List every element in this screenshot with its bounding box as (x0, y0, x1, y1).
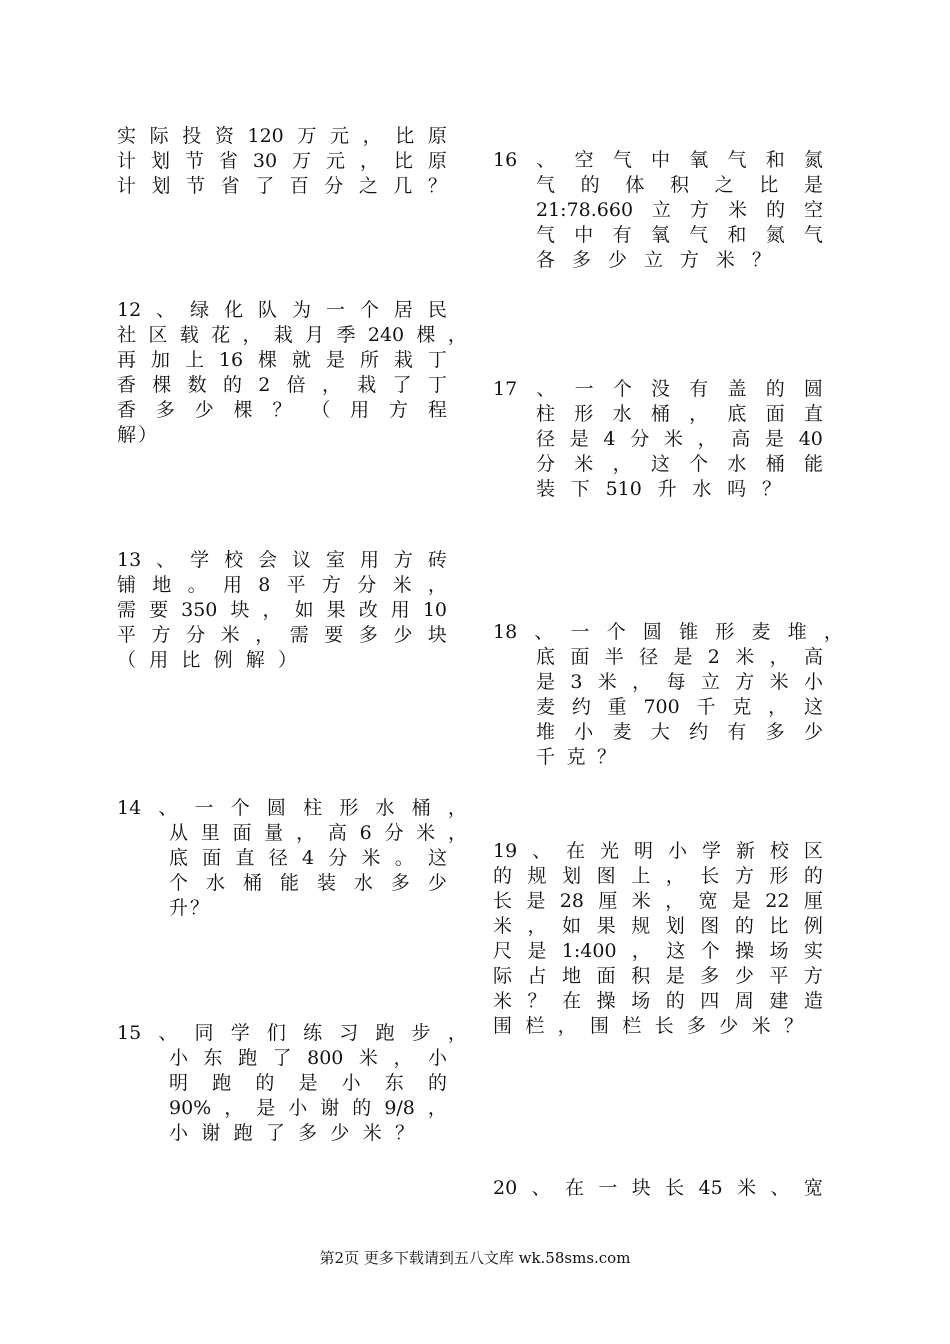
question-line: 径 是 4 分 米 ， 高 是 40 (536, 428, 823, 450)
question-line: 19 、 在 光 明 小 学 新 校 区 (493, 840, 823, 862)
question-line: 17 、 一 个 没 有 盖 的 圆 (493, 378, 823, 400)
question-line: 再 加 上 16 棵 就 是 所 栽 丁 (117, 349, 447, 371)
question-11 (117, 124, 447, 199)
question-line: 底 面 半 径 是 2 米 ， 高 (536, 646, 823, 668)
question-line: 计 划 节 省 了 百 分 之 几 ？ (117, 175, 447, 197)
question-line: 平 方 分 米 ， 需 要 多 少 块 (117, 624, 447, 646)
question-15 (117, 1021, 467, 1146)
question-line: 16 、 空 气 中 氧 气 和 氮 (493, 149, 823, 171)
question-13 (117, 548, 447, 673)
question-18 (493, 620, 843, 770)
question-line: 需 要 350 块 ， 如 果 改 用 10 (117, 599, 447, 621)
left-column (117, 0, 467, 1200)
question-line: 20 、 在 一 块 长 45 米 、 宽 (493, 1177, 823, 1199)
right-column (493, 0, 843, 1230)
question-20 (493, 1176, 823, 1201)
question-line: 小 东 跑 了 800 米 ， 小 (169, 1047, 447, 1069)
question-line: 分 米 ， 这 个 水 桶 能 (536, 453, 823, 475)
question-line: 千 克 ？ (536, 746, 616, 768)
question-line: 14 、 一 个 圆 柱 形 水 桶 ， (117, 797, 467, 819)
question-line: 13 、 学 校 会 议 室 用 方 砖 (117, 549, 447, 571)
question-line: 堆 小 麦 大 约 有 多 少 (536, 721, 823, 743)
question-line: 米 ？ 在 操 场 的 四 周 建 造 (493, 990, 823, 1012)
page-footer: 第2页 更多下载请到五八文库 wk.58sms.com (319, 1249, 631, 1267)
question-line: 柱 形 水 桶 ， 底 面 直 (536, 403, 823, 425)
question-line: 气 的 体 积 之 比 是 (536, 174, 823, 196)
question-line: 气 中 有 氧 气 和 氮 气 (536, 224, 823, 246)
question-line: 的 规 划 图 上 ， 长 方 形 的 (493, 865, 823, 887)
question-12 (117, 298, 467, 448)
question-line: 铺 地 。 用 8 平 方 分 米 ， (117, 574, 447, 596)
question-line: 升 ？ (169, 897, 209, 919)
question-16 (493, 148, 823, 273)
question-line: 米 ， 如 果 规 划 图 的 比 例 (493, 915, 823, 937)
question-line: 解 ） (117, 424, 157, 446)
question-line: 各 多 少 立 方 米 ？ (536, 249, 771, 271)
question-line: 明 跑 的 是 小 东 的 (169, 1072, 447, 1094)
question-line: 90% ， 是 小 谢 的 9/8 ， (169, 1097, 447, 1119)
question-line: 18 、 一 个 圆 锥 形 麦 堆 ， (493, 621, 843, 643)
question-line: 是 3 米 ， 每 立 方 米 小 (536, 671, 823, 693)
question-line: 围 栏 ， 围 栏 长 多 少 米 ？ (493, 1015, 803, 1037)
question-line: 麦 约 重 700 千 克 ， 这 (536, 696, 823, 718)
question-line: 际 占 地 面 积 是 多 少 平 方 (493, 965, 823, 987)
question-19 (493, 839, 823, 1039)
question-17 (493, 377, 823, 502)
question-line: 计 划 节 省 30 万 元 ， 比 原 (117, 150, 447, 172)
question-line: 15 、 同 学 们 练 习 跑 步 ， (117, 1022, 467, 1044)
question-line: 21:78.660 立 方 米 的 空 (536, 199, 823, 221)
question-line: 社 区 载 花 ， 栽 月 季 240 棵 ， (117, 324, 467, 346)
question-line: 实 际 投 资 120 万 元 ， 比 原 (117, 125, 447, 147)
question-line: 小 谢 跑 了 多 少 米 ？ (169, 1122, 414, 1144)
question-line: 香 多 少 棵 ？ （ 用 方 程 (117, 399, 447, 421)
question-14 (117, 796, 467, 921)
question-line: 个 水 桶 能 装 水 多 少 (169, 872, 447, 894)
question-line: 香 棵 数 的 2 倍 ， 栽 了 丁 (117, 374, 447, 396)
question-line: 底 面 直 径 4 分 米 。 这 (169, 847, 447, 869)
question-line: 12 、 绿 化 队 为 一 个 居 民 (117, 299, 447, 321)
question-line: 长 是 28 厘 米 ， 宽 是 22 厘 (493, 890, 823, 912)
question-line: （ 用 比 例 解 ） (117, 649, 297, 671)
question-line: 尺 是 1:400 ， 这 个 操 场 实 (493, 940, 823, 962)
question-line: 装 下 510 升 水 吗 ？ (536, 478, 781, 500)
question-line: 从 里 面 量 ， 高 6 分 米 ， (169, 822, 467, 844)
